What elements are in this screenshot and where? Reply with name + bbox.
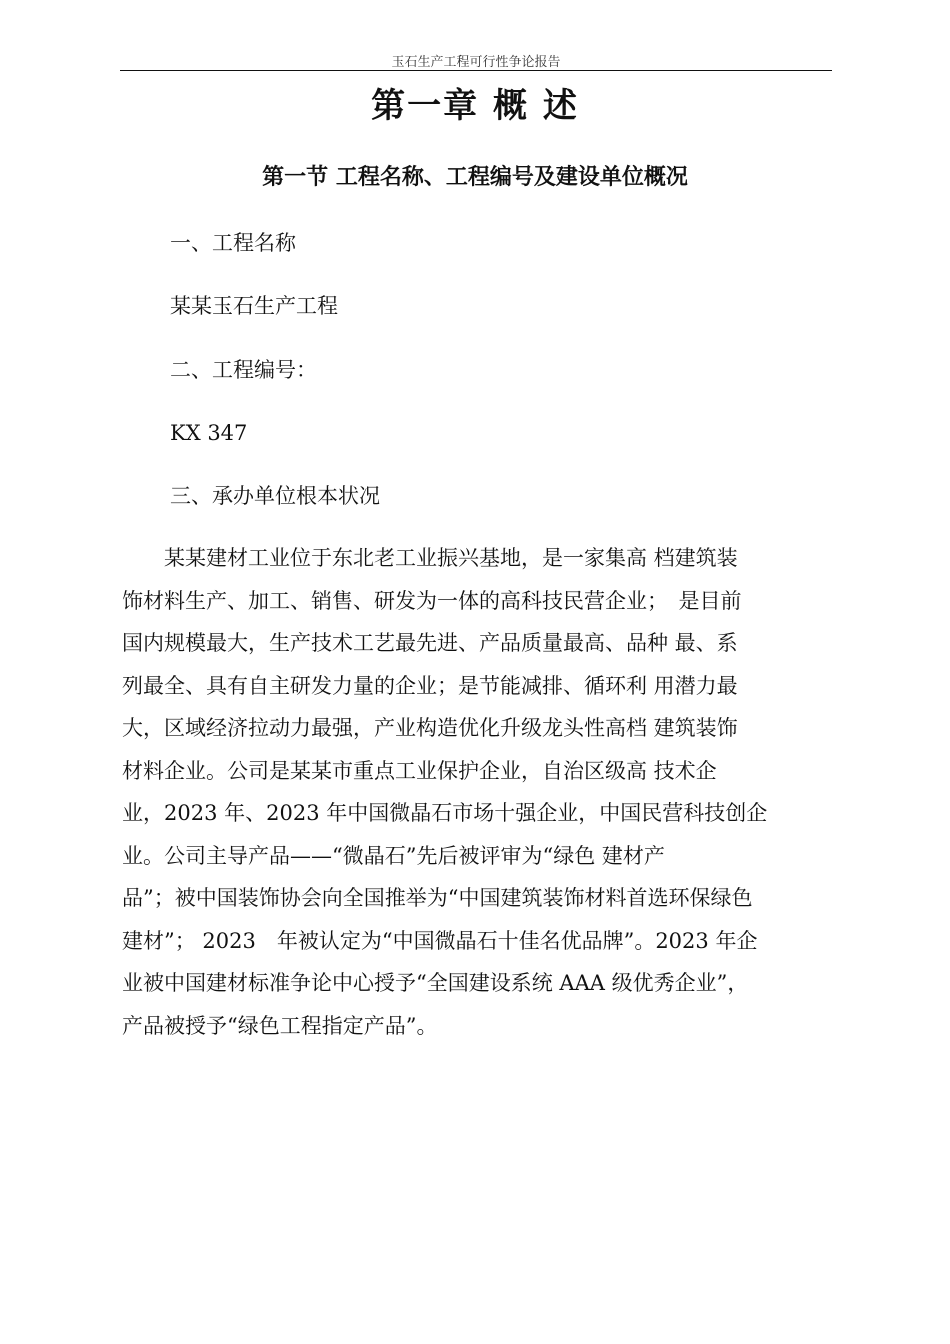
paragraph-line: 品”；被中国装饰协会向全国推举为“中国建筑装饰材料首选环保绿色 — [122, 886, 753, 910]
paragraph-line: 国内规模最大，生产技术工艺最先进、产品质量最高、品种 最、系 — [122, 631, 738, 655]
paragraph-line: 建材”； 2023 年被认定为“中国微晶石十佳名优品牌”。2023 年企 — [122, 928, 758, 953]
running-header: 玉石生产工程可行性争论报告 — [391, 55, 561, 70]
paragraph-line: 业，2023 年、2023 年中国微晶石市场十强企业，中国民营科技创企 — [122, 801, 768, 825]
heading-project-number: 二、工程编号： — [170, 358, 317, 382]
paragraph-line: 产品被授予“绿色工程指定产品”。 — [122, 1013, 438, 1038]
paragraph-line: 材料企业。公司是某某市重点工业保护企业，自治区级高 技术企 — [122, 758, 717, 783]
section-title: 第一节 工程名称、工程编号及建设单位概况 — [262, 165, 688, 190]
heading-project-name: 一、工程名称 — [170, 231, 296, 255]
chapter-title: 第一章 概 述 — [371, 86, 579, 126]
project-number-value: KX 347 — [170, 421, 248, 445]
paragraph-line: 列最全、具有自主研发力量的企业；是节能减排、循环利 用潜力最 — [122, 673, 738, 698]
paragraph-line: 业。公司主导产品——“微晶石”先后被评审为“绿色 建材产 — [122, 843, 665, 868]
project-name-value: 某某玉石生产工程 — [170, 294, 338, 318]
heading-organizer-overview: 三、承办单位根本状况 — [170, 484, 380, 508]
organizer-description-paragraph — [122, 537, 834, 1047]
header-divider — [120, 70, 832, 71]
paragraph-line: 饰材料生产、加工、销售、研发为一体的高科技民营企业； 是目前 — [122, 588, 742, 613]
paragraph-line: 某某建材工业位于东北老工业振兴基地，是一家集高 档建筑装 — [122, 546, 738, 570]
paragraph-line: 业被中国建材标准争论中心授予“全国建设系统 AAA 级优秀企业”， — [122, 971, 749, 995]
paragraph-line: 大，区域经济拉动力最强，产业构造优化升级龙头性高档 建筑装饰 — [122, 716, 738, 740]
